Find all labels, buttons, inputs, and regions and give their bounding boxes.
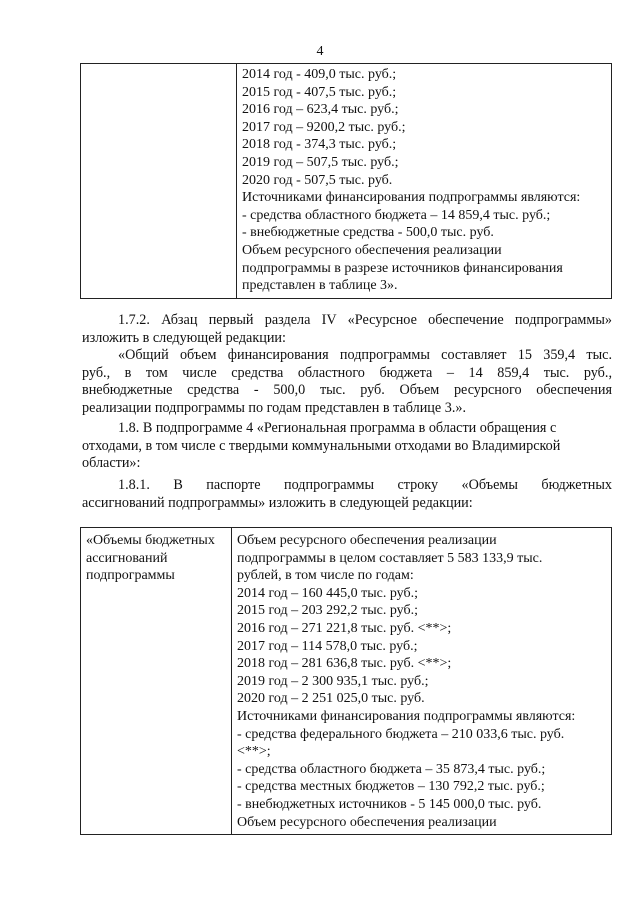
passport-table-subprogram-4 (80, 527, 612, 835)
paragraph-line: руб., в том числе средства областного бюджета – 14 859,4 тыс. руб., (82, 364, 612, 381)
funding-line: - средства федерального бюджета – 210 033,6 тыс. руб. (237, 726, 565, 742)
funding-line: Источниками финансирования подпрограммы являются: (242, 190, 581, 206)
paragraph-line: области»: (82, 455, 141, 471)
funding-line: - внебюджетные средства - 500,0 тыс. руб. (242, 225, 494, 241)
funding-line: рублей, в том числе по годам: (237, 568, 414, 584)
funding-line: <**>; (237, 744, 271, 760)
paragraph-line: «Общий объем финансирования подпрограммы составляет 15 359,4 тыс. (118, 347, 612, 363)
funding-line: - средства местных бюджетов – 130 792,2 тыс. руб.; (237, 779, 545, 795)
passport-table-continued (80, 63, 612, 299)
funding-line: 2015 год - 407,5 тыс. руб.; (242, 84, 397, 100)
funding-line: Объем ресурсного обеспечения реализации (242, 242, 502, 258)
paragraph-line: реализации подпрограммы по годам представлен в таблице 3.». (82, 399, 467, 416)
funding-line: 2016 год – 623,4 тыс. руб.; (242, 102, 399, 118)
funding-line: представлен в таблице 3». (242, 278, 398, 294)
table-row (81, 64, 612, 299)
paragraph-1-7-2 (82, 312, 612, 347)
paragraph-line: 1.8.1. В паспорте подпрограммы строку «Объемы бюджетных (118, 477, 612, 493)
label-line: подпрограммы (86, 568, 175, 584)
funding-line: 2017 год – 9200,2 тыс. руб.; (242, 119, 406, 135)
funding-line: 2020 год - 507,5 тыс. руб. (242, 172, 393, 188)
funding-line: 2017 год – 114 578,0 тыс. руб.; (237, 638, 418, 654)
paragraph-line: 1.7.2. Абзац первый раздела IV «Ресурсное обеспечение подпрограммы» (118, 312, 612, 328)
paragraph-line: ассигнований подпрограммы» изложить в следующей редакции: (82, 494, 473, 511)
funding-line: 2015 год – 203 292,2 тыс. руб.; (237, 603, 418, 619)
funding-line: подпрограммы в разрезе источников финансирования (242, 260, 563, 276)
table-row (81, 528, 612, 835)
table-cell-value (232, 528, 612, 835)
table-cell-value (237, 64, 612, 299)
funding-line: 2016 год – 271 221,8 тыс. руб. <**>; (237, 620, 452, 636)
paragraph-1-8 (82, 420, 612, 473)
paragraph-line: 1.8. В подпрограмме 4 «Региональная программа в области обращения с (118, 420, 557, 436)
funding-line: - внебюджетных источников - 5 145 000,0 тыс. руб. (237, 796, 542, 812)
funding-line: 2018 год - 374,3 тыс. руб.; (242, 137, 397, 153)
paragraph-line: изложить в следующей редакции: (82, 329, 286, 346)
label-line: ассигнований (86, 550, 168, 566)
funding-line: 2014 год - 409,0 тыс. руб.; (242, 67, 397, 82)
table-cell-label (81, 528, 232, 835)
paragraph-line: отходами, в том числе с твердыми коммунальными отходами во Владимирской (82, 437, 561, 454)
funding-line: 2014 год – 160 445,0 тыс. руб.; (237, 585, 418, 601)
funding-line: 2020 год – 2 251 025,0 тыс. руб. (237, 691, 425, 707)
funding-line: подпрограммы в целом составляет 5 583 133,9 тыс. (237, 550, 543, 566)
table-cell-label (81, 64, 237, 299)
label-line: «Объемы бюджетных (86, 533, 215, 548)
funding-line: Объем ресурсного обеспечения реализации (237, 533, 497, 548)
funding-line: - средства областного бюджета – 14 859,4 тыс. руб.; (242, 207, 551, 223)
funding-line: - средства областного бюджета – 35 873,4 тыс. руб.; (237, 761, 546, 777)
paragraph-1-8-1 (82, 477, 612, 512)
paragraph-line: внебюджетные средства - 500,0 тыс. руб. Объем ресурсного обеспечения (82, 382, 612, 398)
paragraph-quote (82, 347, 612, 417)
funding-line: 2018 год – 281 636,8 тыс. руб. <**>; (237, 656, 452, 672)
funding-line: Источниками финансирования подпрограммы являются: (237, 708, 576, 724)
funding-line: Объем ресурсного обеспечения реализации (237, 814, 497, 830)
funding-line: 2019 год – 2 300 935,1 тыс. руб.; (237, 673, 429, 689)
funding-line: 2019 год – 507,5 тыс. руб.; (242, 154, 399, 170)
page-number: 4 (316, 44, 324, 59)
